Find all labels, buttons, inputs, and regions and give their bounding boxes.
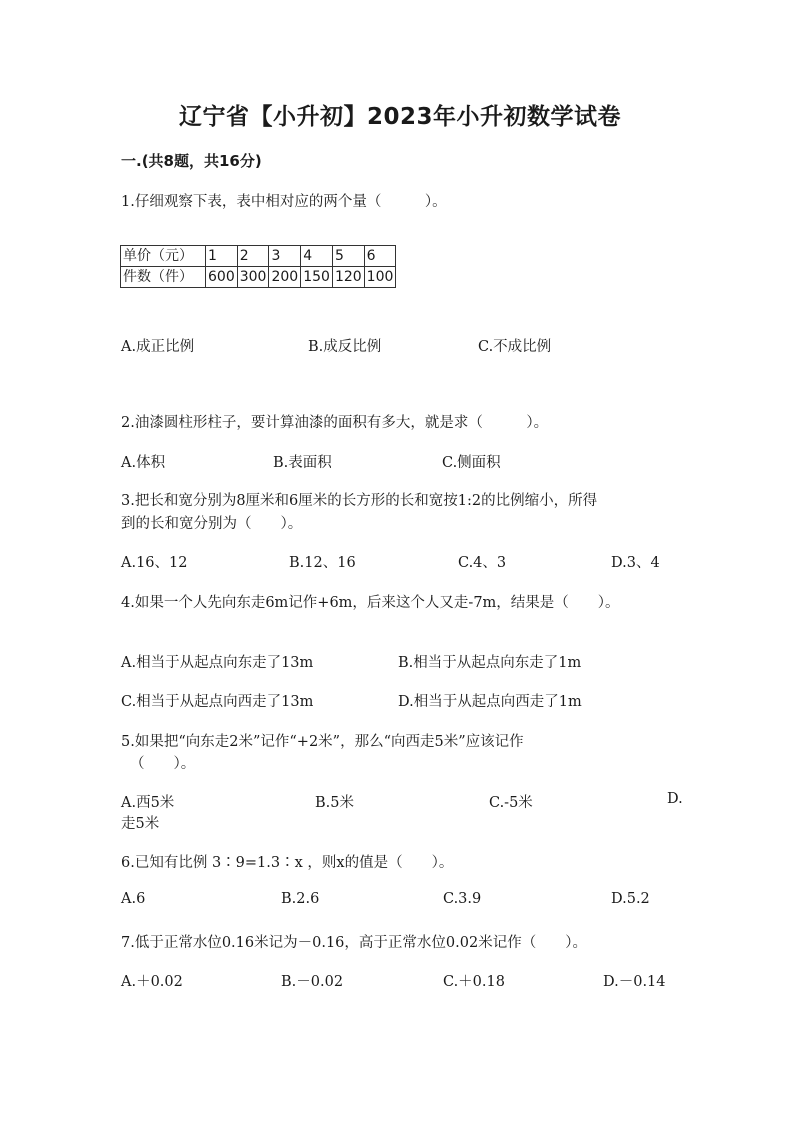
table-cell: 600 [206,267,238,288]
question-4-option-d: D.相当于从起点向西走了1m [398,694,582,710]
question-7-option-a: A.＋0.02 [121,974,183,990]
question-5-text-line-2: （ ）。 [130,756,196,772]
question-3-option-a: A.16、12 [121,555,188,571]
question-2-option-b: B.表面积 [273,455,332,471]
question-3-option-b: B.12、16 [289,555,356,571]
table-row-header: 单价（元） [121,246,206,267]
question-3-text-line-1: 3.把长和宽分别为8厘米和6厘米的长方形的长和宽按1:2的比例缩小，所得 [121,493,598,509]
table-cell: 100 [364,267,396,288]
question-3-option-c: C.4、3 [458,555,507,571]
question-7-option-c: C.＋0.18 [443,974,505,990]
question-2-option-c: C.侧面积 [442,455,501,471]
question-1-table [120,245,396,288]
question-7-option-b: B.－0.02 [281,974,344,990]
table-cell: 1 [206,246,238,267]
page-title: 辽宁省【小升初】2023年小升初数学试卷 [178,104,621,130]
question-1-option-c: C.不成比例 [478,339,552,355]
question-5-option-b: B.5米 [315,795,354,811]
table-cell: 200 [269,267,301,288]
question-3-option-d: D.3、4 [611,555,660,571]
question-5-option-d: D. [667,791,683,807]
question-6-text: 6.已知有比例 3∶9=1.3∶x ，则x的值是（ ）。 [121,855,454,871]
question-6-option-d: D.5.2 [611,891,650,907]
question-5-text-line-1: 5.如果把“向东走2米”记作“+2米”，那么“向西走5米”应该记作 [121,734,524,750]
question-5-option-c: C.-5米 [489,795,533,811]
question-2-option-a: A.体积 [121,455,166,471]
question-7-option-d: D.－0.14 [603,974,666,990]
question-1-text: 1.仔细观察下表，表中相对应的两个量（ ）。 [121,194,447,210]
table-cell: 150 [301,267,333,288]
table-cell: 4 [301,246,333,267]
question-7-text: 7.低于正常水位0.16米记为－0.16，高于正常水位0.02米记作（ ）。 [121,935,587,951]
table-row [121,246,396,267]
question-4-text: 4.如果一个人先向东走6m记作+6m，后来这个人又走-7m，结果是（ ）。 [121,595,620,611]
table-cell: 5 [332,246,364,267]
table-row-header: 件数（件） [121,267,206,288]
question-6-option-a: A.6 [121,891,146,907]
table-row [121,267,396,288]
table-cell: 6 [364,246,396,267]
question-1-option-a: A.成正比例 [121,339,195,355]
section-heading: 一.(共8题，共16分) [121,152,262,170]
table-cell: 3 [269,246,301,267]
question-4-option-b: B.相当于从起点向东走了1m [398,655,582,671]
table-cell: 300 [237,267,269,288]
question-1-option-b: B.成反比例 [308,339,382,355]
question-4-option-c: C.相当于从起点向西走了13m [121,694,314,710]
question-6-option-c: C.3.9 [443,891,482,907]
question-5-option-d-continuation: 走5米 [121,816,160,832]
question-3-text-line-2: 到的长和宽分别为（ ）。 [121,516,303,532]
question-6-option-b: B.2.6 [281,891,320,907]
question-5-option-a: A.西5米 [121,795,175,811]
question-2-text: 2.油漆圆柱形柱子，要计算油漆的面积有多大，就是求（ ）。 [121,415,549,431]
table-cell: 120 [332,267,364,288]
table-cell: 2 [237,246,269,267]
question-4-option-a: A.相当于从起点向东走了13m [121,655,314,671]
